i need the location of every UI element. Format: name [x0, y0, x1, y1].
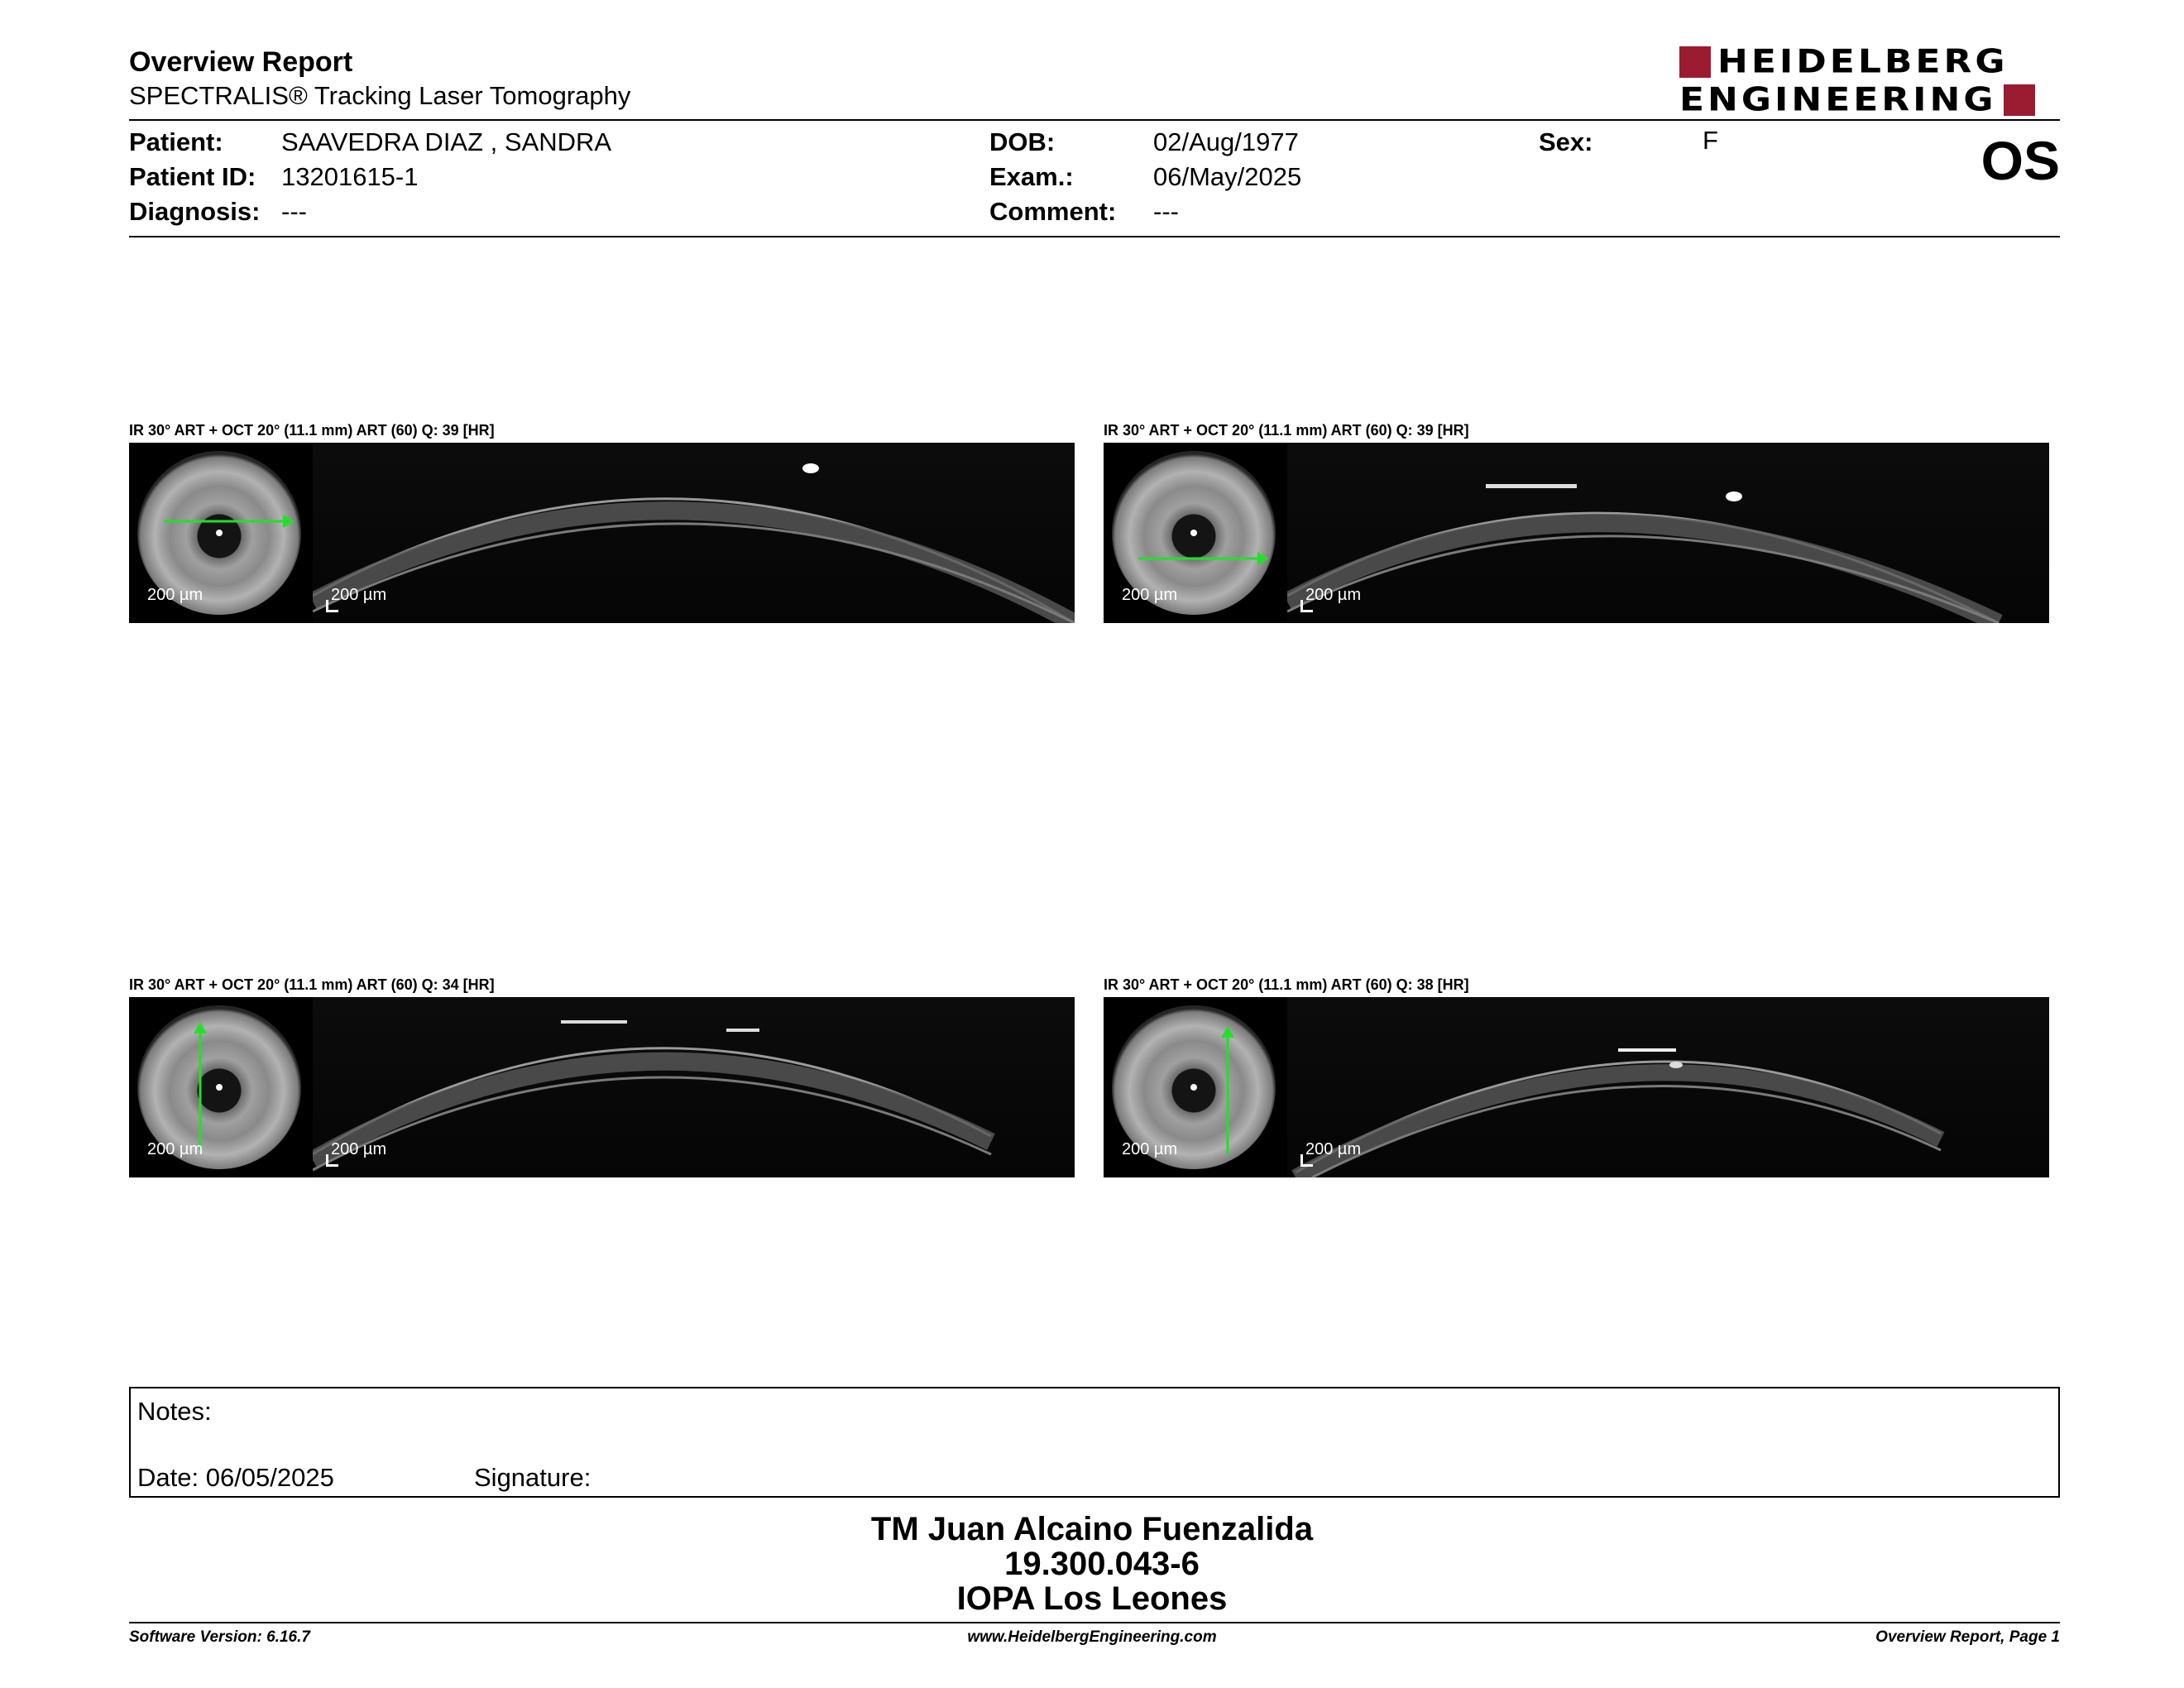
logo-line1: HEIDELBERG	[1717, 42, 2009, 81]
patient-label: Patient:	[129, 127, 223, 156]
header-divider	[129, 119, 2060, 121]
comment-label: Comment:	[989, 197, 1117, 226]
fundus-scale: 200 µm	[147, 586, 204, 604]
website-link[interactable]: www.HeidelbergEngineering.com	[967, 1628, 1217, 1646]
exam-label: Exam.:	[989, 162, 1074, 191]
scan-label: IR 30° ART + OCT 20° (11.1 mm) ART (60) Q: 34 [HR]	[129, 976, 495, 993]
patient-divider	[129, 236, 2060, 237]
patient-id-value: 13201615-1	[281, 162, 419, 191]
oct-scan-panel[interactable]	[1104, 443, 2049, 623]
oct-scale: 200 µm	[1305, 1140, 1362, 1158]
dob-label: DOB:	[989, 127, 1056, 156]
oct-scale: 200 µm	[331, 586, 387, 604]
diagnosis-value: ---	[281, 197, 307, 226]
logo-square-icon	[1679, 46, 1711, 78]
signature-label: Signature:	[474, 1463, 592, 1492]
signer-name: TM Juan Alcaino Fuenzalida	[870, 1511, 1314, 1547]
patient-id-label: Patient ID:	[129, 162, 256, 191]
dob-value: 02/Aug/1977	[1153, 127, 1299, 156]
heidelberg-logo	[1679, 42, 2060, 121]
oct-bscan	[313, 443, 1075, 623]
fundus-scale: 200 µm	[1122, 1140, 1178, 1158]
scan-label: IR 30° ART + OCT 20° (11.1 mm) ART (60) Q: 38 [HR]	[1104, 976, 1469, 993]
signer-org: IOPA Los Leones	[956, 1580, 1228, 1617]
eye-side: OS	[1980, 130, 2060, 191]
logo-line2: ENGINEERING	[1679, 80, 1997, 119]
sex-label: Sex:	[1539, 127, 1593, 156]
oct-bscan	[1287, 997, 2049, 1177]
exam-value: 06/May/2025	[1153, 162, 1302, 191]
software-version: Software Version: 6.16.7	[129, 1628, 310, 1646]
logo-square-icon	[2004, 84, 2035, 116]
signer-id: 19.300.043-6	[1004, 1546, 1200, 1582]
oct-scan-panel[interactable]	[129, 997, 1075, 1177]
report-title: Overview Report	[129, 46, 353, 78]
oct-bscan	[1287, 443, 2049, 623]
fundus-scale: 200 µm	[1122, 586, 1178, 604]
comment-value: ---	[1153, 197, 1179, 226]
patient-value: SAAVEDRA DIAZ , SANDRA	[281, 127, 612, 156]
notes-label: Notes:	[137, 1397, 212, 1426]
notes-box[interactable]	[129, 1387, 2060, 1498]
report-subtitle: SPECTRALIS® Tracking Laser Tomography	[129, 81, 631, 110]
scan-label: IR 30° ART + OCT 20° (11.1 mm) ART (60) Q: 39 [HR]	[129, 422, 495, 439]
page-number: Overview Report, Page 1	[1875, 1628, 2060, 1646]
oct-scan-panel[interactable]	[1104, 997, 2049, 1177]
oct-scale: 200 µm	[331, 1140, 387, 1158]
oct-scale: 200 µm	[1305, 586, 1362, 604]
oct-scan-panel[interactable]	[129, 443, 1075, 623]
oct-bscan	[313, 997, 1075, 1177]
footer-divider	[129, 1622, 2060, 1623]
scan-label: IR 30° ART + OCT 20° (11.1 mm) ART (60) Q: 39 [HR]	[1104, 422, 1469, 439]
sex-value: F	[1703, 126, 1718, 155]
diagnosis-label: Diagnosis:	[129, 197, 261, 226]
date-label: Date: 06/05/2025	[137, 1463, 334, 1492]
fundus-scale: 200 µm	[147, 1140, 204, 1158]
